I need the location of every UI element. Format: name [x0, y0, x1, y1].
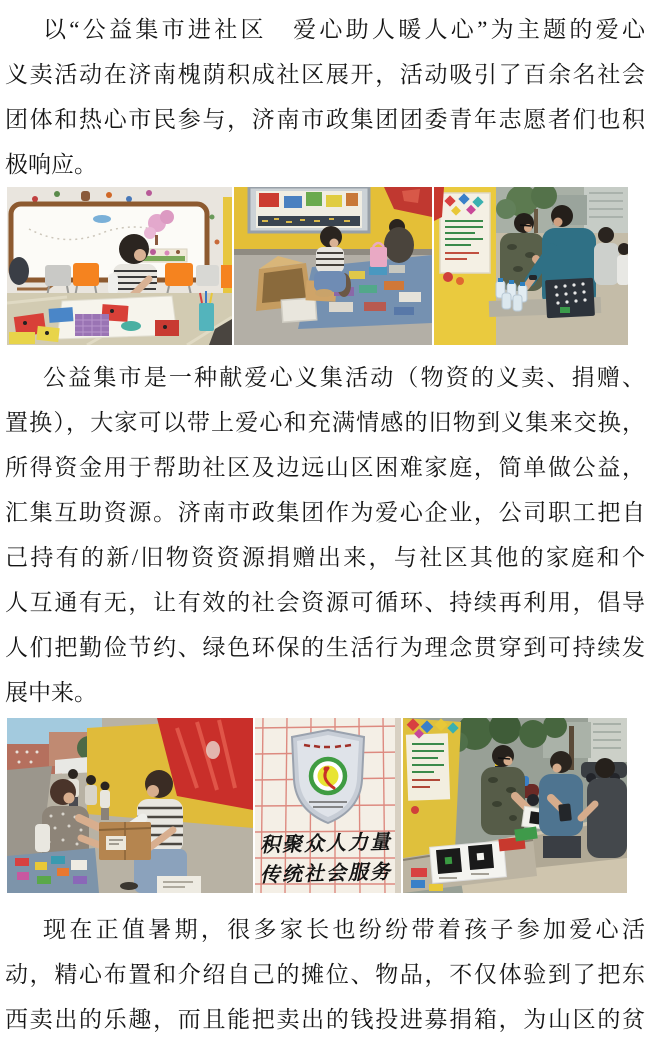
photo-sidewalk-books [234, 187, 432, 345]
photo-qr-donation [403, 718, 627, 893]
paragraph-1 [5, 0, 645, 187]
text-line: 人们把勤俭节约、绿色环保的生活行为理念贯穿到可持续发 [5, 635, 645, 660]
text-line: 展中来。 [5, 680, 97, 705]
photo-community-badge [255, 718, 401, 893]
text-line: 动，精心布置和介绍自己的摊位、物品，不仅体验到了把东 [5, 962, 645, 987]
text-line: 义卖活动在济南槐荫积成社区展开，活动吸引了百余名社会 [5, 62, 645, 87]
photo-strip-1 [5, 187, 645, 345]
text-line: 人互通有无，让有效的社会资源可循环、持续再利用，倡导 [5, 590, 645, 615]
photo-handover-illustration [7, 718, 253, 893]
photo-sidewalk-illustration [234, 187, 432, 345]
text-line: 西卖出的乐趣，而且能把卖出的钱投进募捐箱，为山区的贫 [5, 1007, 645, 1032]
paragraph-2 [5, 355, 645, 715]
text-line: 现在正值暑期，很多家长也纷纷带着孩子参加爱心活 [43, 917, 645, 942]
text-line: 汇集互助资源。济南市政集团作为爱心企业，公司职工把自 [5, 500, 645, 525]
photo-box-handover [7, 718, 253, 893]
text-line: 公益集市是一种献爱心义集活动（物资的义卖、捐赠、 [43, 365, 645, 390]
photo-qr-illustration [403, 718, 627, 893]
calligraphy-line-2: 传统社会服务 [259, 861, 393, 887]
calligraphy-line-1: 积聚众人力量 [259, 831, 393, 857]
photo-classroom-craft [7, 187, 232, 345]
paragraph-3 [5, 907, 645, 1042]
text-line: 团体和热心市民参与，济南市政集团团委青年志愿者们也积 [5, 107, 645, 132]
text-line: 置换），大家可以带上爱心和充满情感的旧物到义集来交换， [5, 410, 645, 435]
text-line: 极响应。 [5, 152, 97, 177]
text-line: 所得资金用于帮助社区及边远山区困难家庭，简单做公益， [5, 455, 645, 480]
photo-stall-illustration [434, 187, 628, 345]
photo-classroom-illustration [7, 187, 232, 345]
text-line: 以“公益集市进社区 爱心助人暖人心”为主题的爱心 [43, 17, 645, 42]
photo-stall-bottles [434, 187, 628, 345]
photo-strip-2 [5, 718, 645, 893]
text-line: 己持有的新/旧物资资源捐赠出来，与社区其他的家庭和个 [5, 545, 645, 570]
